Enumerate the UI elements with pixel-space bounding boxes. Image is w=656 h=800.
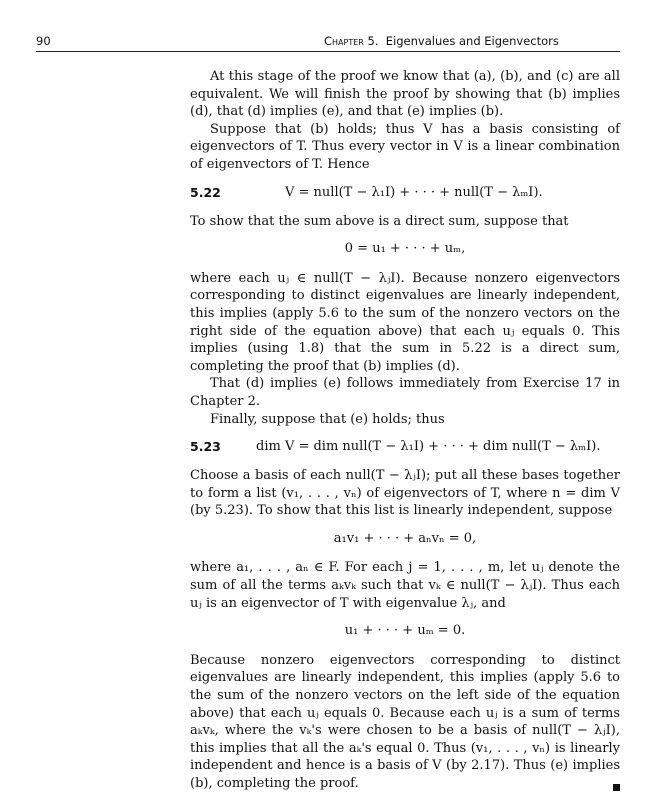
chapter-heading <box>324 34 559 48</box>
header-rule <box>36 51 620 52</box>
display-equation-sum-u: u₁ + · · · + uₘ = 0. <box>344 623 466 639</box>
equation-5-23 <box>190 438 620 456</box>
proof-text <box>190 68 620 793</box>
paragraph-5: That (d) implies (e) follows immediately from Exercise 17 in Chapter 2. <box>190 376 620 409</box>
page-number: 90 <box>36 34 51 48</box>
paragraph-4: where each uⱼ ∈ null(T − λⱼI). Because nonzero eigenvectors corresponding to distinct eigenvalues are linearly independent, this implies (apply 5.6 to the sum of the nonzero vectors on the right side of the equation above) that each uⱼ equals 0. This implies (using 1.8) that the sum in 5.22 is a direct sum, completing the proof that (b) implies (d). <box>190 270 620 374</box>
display-equation-linear-combination: a₁v₁ + · · · + aₙvₙ = 0, <box>333 530 477 546</box>
display-equation-sum-zero: 0 = u₁ + · · · + uₘ, <box>344 241 466 257</box>
running-header <box>36 34 620 52</box>
paragraph-1: At this stage of the proof we know that (a), (b), and (c) are all equivalent. We will finish the proof by showing that (b) implies (d), that (d) implies (e), and that (e) implies (b). <box>190 69 620 120</box>
equation-number: 5.22 <box>190 184 221 200</box>
paragraph-9: Because nonzero eigenvectors corresponding to distinct eigenvalues are linearly independent, this implies (apply 5.6 to the sum of the nonzero vectors on the left side of the equation above) that each uⱼ equals 0. Because each uⱼ is a sum of terms aₖvₖ, where the vₖ's were chosen to be a basis of null(T − λⱼI), this implies that all the aₖ's equal 0. Thus (v₁, . . . , vₙ) is linearly independent and hence is a basis of V (by 2.17). Thus (e) implies (b), completing the proof. <box>190 652 620 791</box>
equation-formula: V = null(T − λ₁I) + · · · + null(T − λₘI). <box>285 184 543 200</box>
paragraph-6: Finally, suppose that (e) holds; thus <box>210 411 445 427</box>
paragraph-2: Suppose that (b) holds; thus V has a basis consisting of eigenvectors of T. Thus every vector in V is a linear combination of eigenvectors of T. Hence <box>190 121 620 172</box>
equation-formula: dim V = dim null(T − λ₁I) + · · · + dim null(T − λₘI). <box>256 439 601 455</box>
paragraph-3: To show that the sum above is a direct sum, suppose that <box>190 213 569 229</box>
equation-number: 5.23 <box>190 439 221 455</box>
equation-5-22 <box>190 184 620 202</box>
paragraph-8: where a₁, . . . , aₙ ∈ F. For each j = 1, . . . , m, let uⱼ denote the sum of all the terms aₖvₖ such that vₖ ∈ null(T − λⱼI). Thus each uⱼ is an eigenvector of T with eigenvalue λⱼ, and <box>190 560 620 611</box>
paragraph-7: Choose a basis of each null(T − λⱼI); put all these bases together to form a list (v₁, . . . , vₙ) of eigenvectors of T, where n = dim V (by 5.23). To show that this list is linearly independent, suppose <box>190 468 620 519</box>
chapter-title: Eigenvalues and Eigenvectors <box>385 34 559 48</box>
end-of-proof-icon <box>613 784 620 791</box>
chapter-label: Chapter 5. <box>324 34 379 48</box>
final-paragraph <box>190 652 620 793</box>
